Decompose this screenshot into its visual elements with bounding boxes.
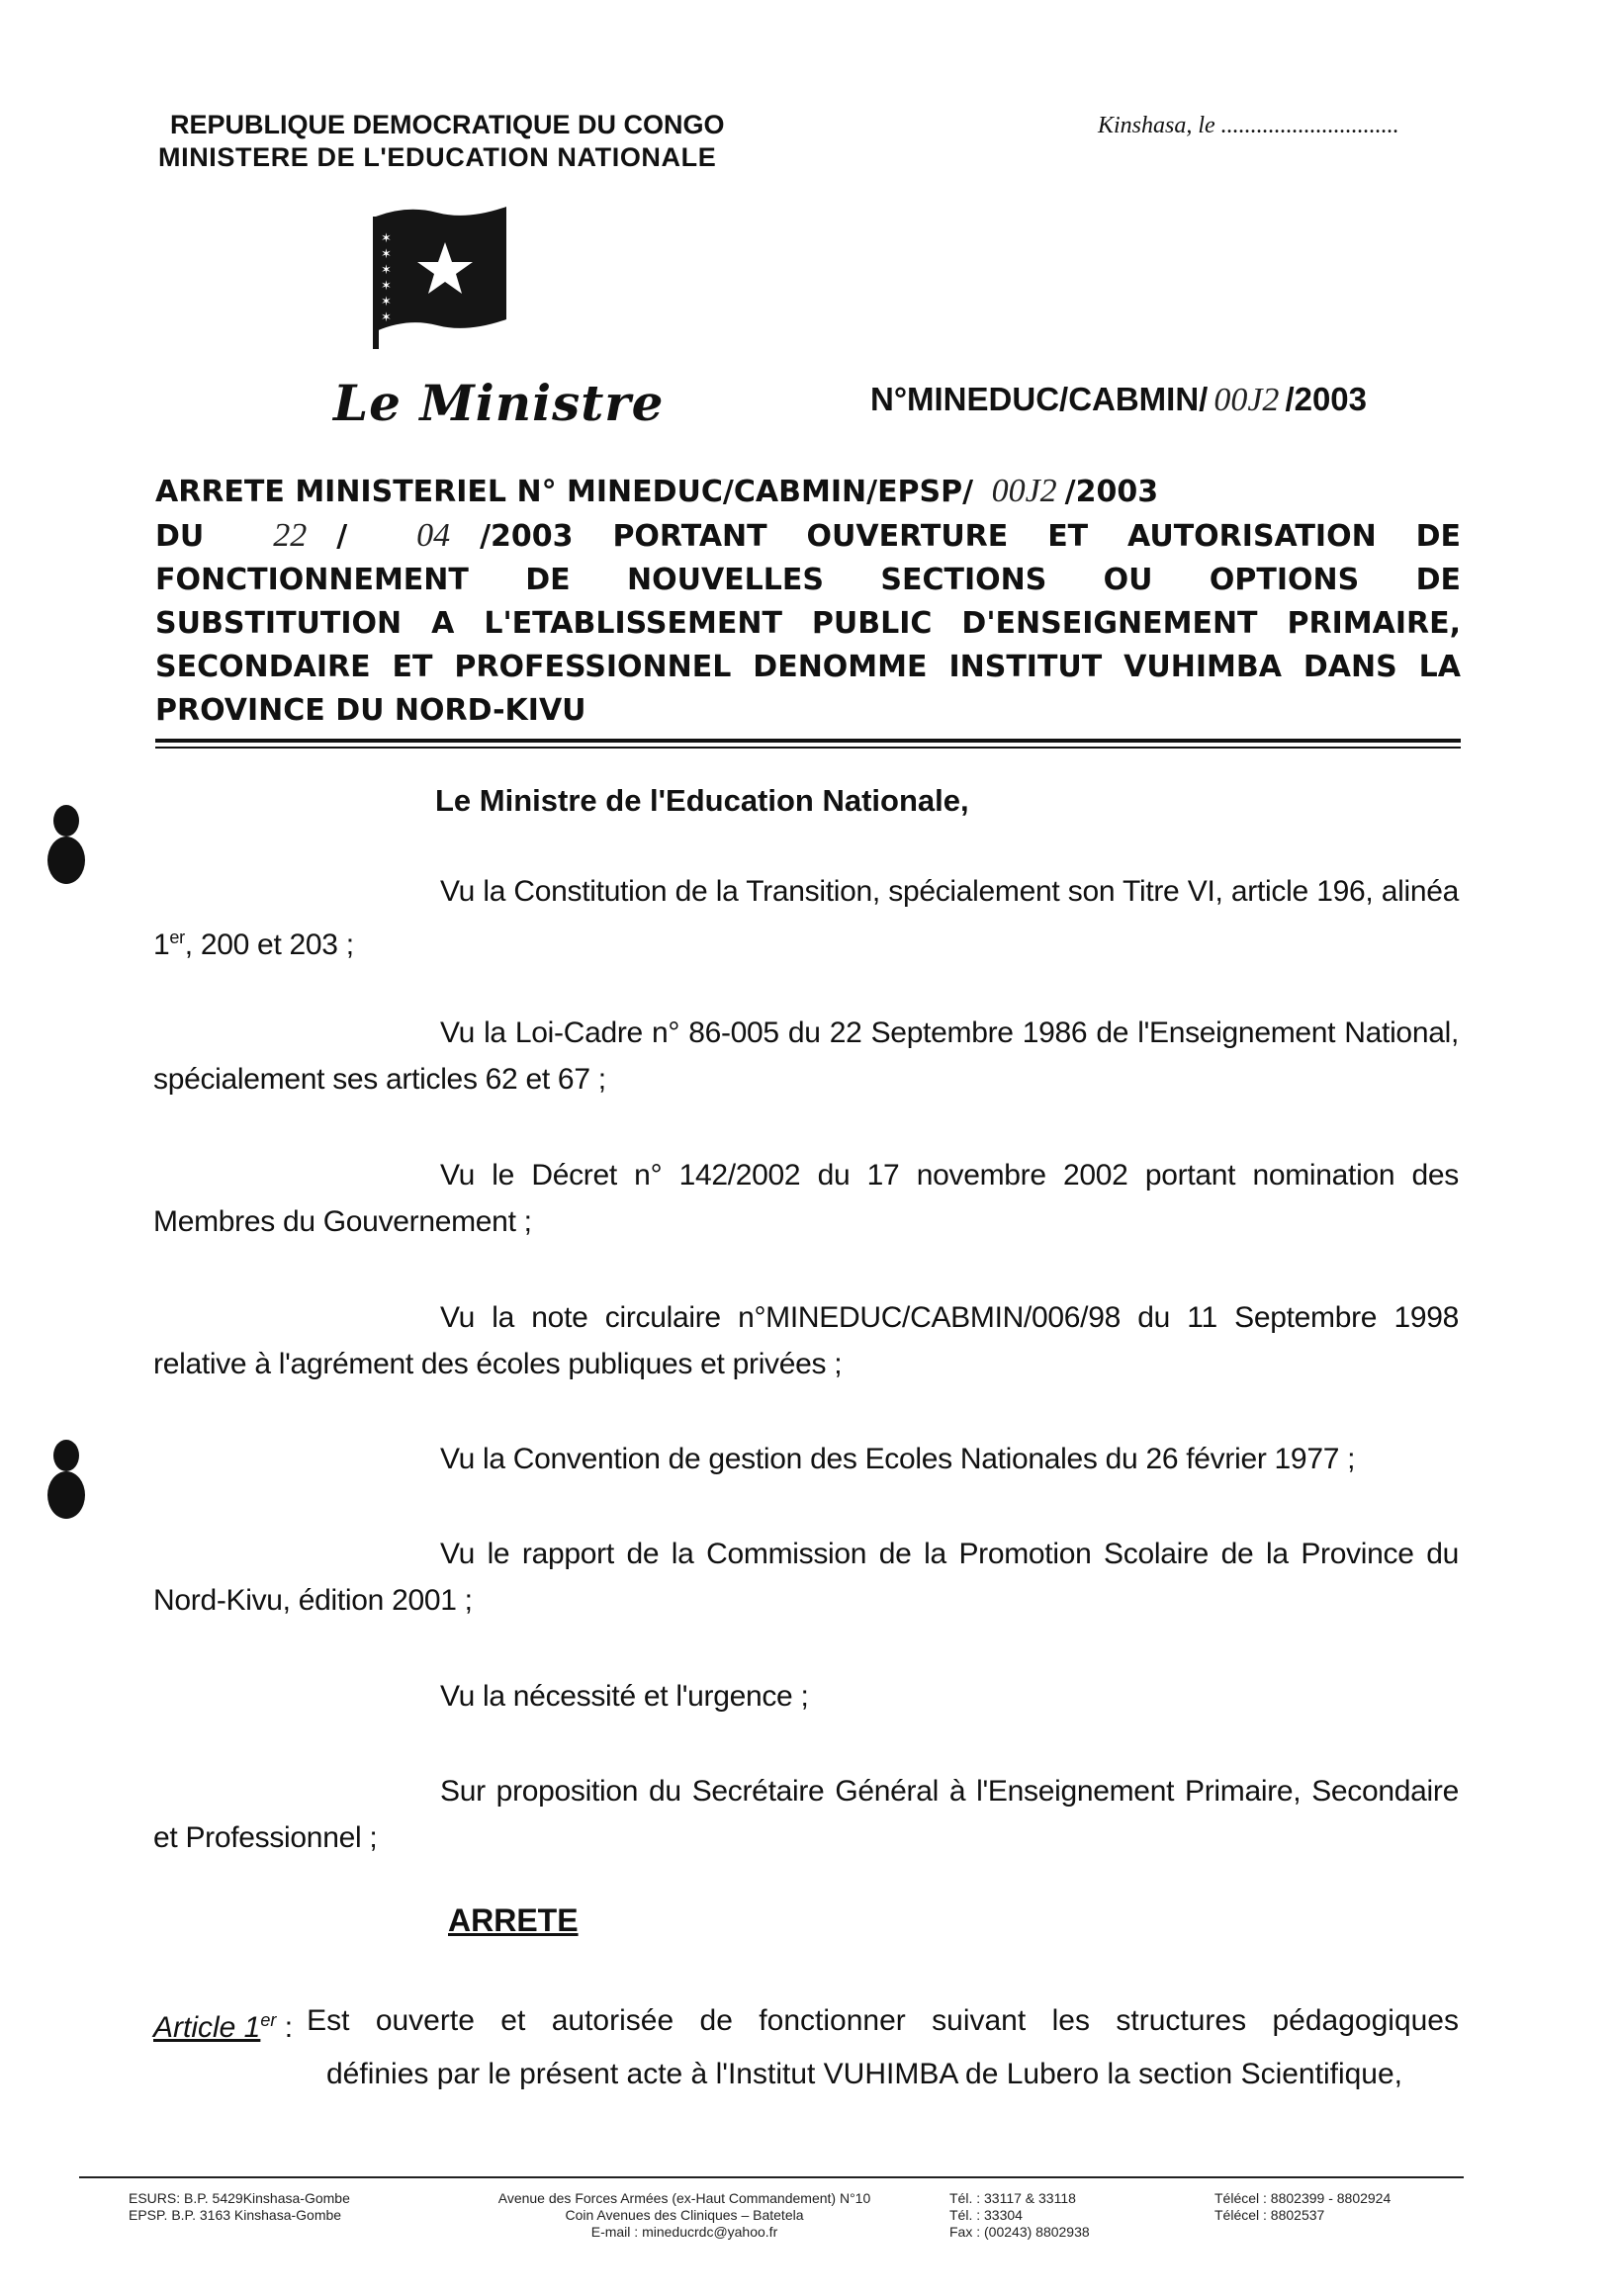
title-line-1-text: ARRETE MINISTERIEL N° MINEDUC/CABMIN/EPSP/ bbox=[155, 475, 974, 509]
title-day-handwritten: 22 bbox=[273, 517, 308, 554]
vu-note-circulaire: Vu la note circulaire n°MINEDUC/CABMIN/006/98 du 11 Septembre 1998 relative à l'agrément des écoles publiques et privées ; bbox=[153, 1301, 1459, 1380]
vu-decret: Vu le Décret n° 142/2002 du 17 novembre 2002 portant nomination des Membres du Gouvernement ; bbox=[153, 1159, 1459, 1238]
flag-emblem-icon bbox=[368, 203, 516, 351]
article-1-line-1: Est ouverte et autorisée de fonctionner suivant les structures pédagogiques bbox=[307, 2004, 1459, 2037]
title-line-3: FONCTIONNEMENT DE NOUVELLES SECTIONS OU OPTIONS DE bbox=[155, 563, 1461, 597]
footer-street-address: Avenue des Forces Armées (ex-Haut Commandement) N°10 Coin Avenues des Cliniques – Batetela E-mail : mineducrdc@yahoo.fr bbox=[497, 2190, 871, 2240]
title-line-1-year: /2003 bbox=[1064, 475, 1159, 509]
svg-text:✶: ✶ bbox=[381, 231, 392, 246]
title-line-5: SECONDAIRE ET PROFESSIONNEL DENOMME INSTITUT VUHIMBA DANS LA bbox=[155, 650, 1461, 684]
ministry-heading: MINISTERE DE L'EDUCATION NATIONALE bbox=[158, 142, 717, 172]
article-1-label: Article 1 bbox=[153, 2011, 261, 2044]
title-line-2 bbox=[155, 514, 1461, 559]
title-du: DU bbox=[155, 519, 205, 554]
svg-text:✶: ✶ bbox=[381, 295, 392, 309]
article-1-colon: : bbox=[276, 2011, 294, 2044]
vu-loi-cadre: Vu la Loi-Cadre n° 86-005 du 22 Septembre 1986 de l'Enseignement National, spécialement ses articles 62 et 67 ; bbox=[153, 1016, 1459, 1096]
svg-text:✶: ✶ bbox=[381, 279, 392, 294]
vu-convention: Vu la Convention de gestion des Ecoles Nationales du 26 février 1977 ; bbox=[440, 1443, 1356, 1475]
title-line-1 bbox=[155, 470, 1461, 514]
svg-text:✶: ✶ bbox=[381, 263, 392, 278]
footer-addresses-po: ESURS: B.P. 5429Kinshasa-Gombe EPSP. B.P. 3163 Kinshasa-Gombe bbox=[129, 2190, 350, 2223]
article-1-sup: er bbox=[260, 2010, 277, 2030]
title-decree-number-handwritten: 00J2 bbox=[991, 473, 1057, 509]
article-1-line-2: définies par le présent acte à l'Institut VUHIMBA de Lubero la section Scientifique, bbox=[326, 2058, 1402, 2090]
punch-hole-mark-icon bbox=[45, 799, 88, 888]
footer-telecel: Télécel : 8802399 - 8802924 Télécel : 8802537 bbox=[1214, 2190, 1392, 2223]
title-line-2-text: /2003 PORTANT OUVERTURE ET AUTORISATION DE bbox=[480, 519, 1461, 554]
reference-year: /2003 bbox=[1285, 381, 1368, 417]
reference-number bbox=[870, 381, 1367, 419]
svg-text:✶: ✶ bbox=[381, 310, 392, 325]
article-1 bbox=[153, 1997, 1459, 2097]
sur-proposition: Sur proposition du Secrétaire Général à l'Enseignement Primaire, Secondaire et Professionnel ; bbox=[153, 1775, 1459, 1854]
arrete-heading: ARRETE bbox=[448, 1902, 579, 1938]
vu-constitution bbox=[153, 868, 1459, 968]
title-date-separator: / bbox=[336, 519, 348, 554]
title-month-handwritten: 04 bbox=[416, 517, 451, 554]
place-date: Kinshasa, le .............................. bbox=[1098, 113, 1399, 138]
signature-title: Le Ministre bbox=[333, 374, 665, 432]
decree-title bbox=[155, 470, 1461, 733]
svg-text:✶: ✶ bbox=[381, 247, 392, 262]
vu-constitution-text: Vu la Constitution de la Transition, spécialement son Titre VI, article 196, alinéa 1 bbox=[153, 875, 1459, 961]
vu-necessite: Vu la nécessité et l'urgence ; bbox=[440, 1680, 809, 1713]
reference-prefix: N°MINEDUC/CABMIN/ bbox=[870, 381, 1209, 417]
minister-heading: Le Ministre de l'Education Nationale, bbox=[435, 783, 969, 818]
vu-constitution-sup: er bbox=[169, 927, 185, 947]
punch-hole-mark-icon bbox=[45, 1434, 88, 1523]
vu-constitution-end: , 200 et 203 ; bbox=[184, 928, 354, 961]
title-rule-thick bbox=[155, 739, 1461, 743]
reference-handwritten: 00J2 bbox=[1213, 382, 1280, 418]
title-line-6: PROVINCE DU NORD-KIVU bbox=[155, 693, 586, 728]
article-1-label-group bbox=[153, 1997, 293, 2051]
footer-rule bbox=[79, 2176, 1464, 2178]
republic-heading: REPUBLIQUE DEMOCRATIQUE DU CONGO bbox=[170, 110, 725, 139]
footer-telephone: Tél. : 33117 & 33118 Tél. : 33304 Fax : (00243) 8802938 bbox=[949, 2190, 1090, 2240]
title-line-4: SUBSTITUTION A L'ETABLISSEMENT PUBLIC D'ENSEIGNEMENT PRIMAIRE, bbox=[155, 606, 1461, 641]
vu-rapport: Vu le rapport de la Commission de la Promotion Scolaire de la Province du Nord-Kivu, édition 2001 ; bbox=[153, 1538, 1459, 1617]
title-rule-thin bbox=[155, 747, 1461, 749]
